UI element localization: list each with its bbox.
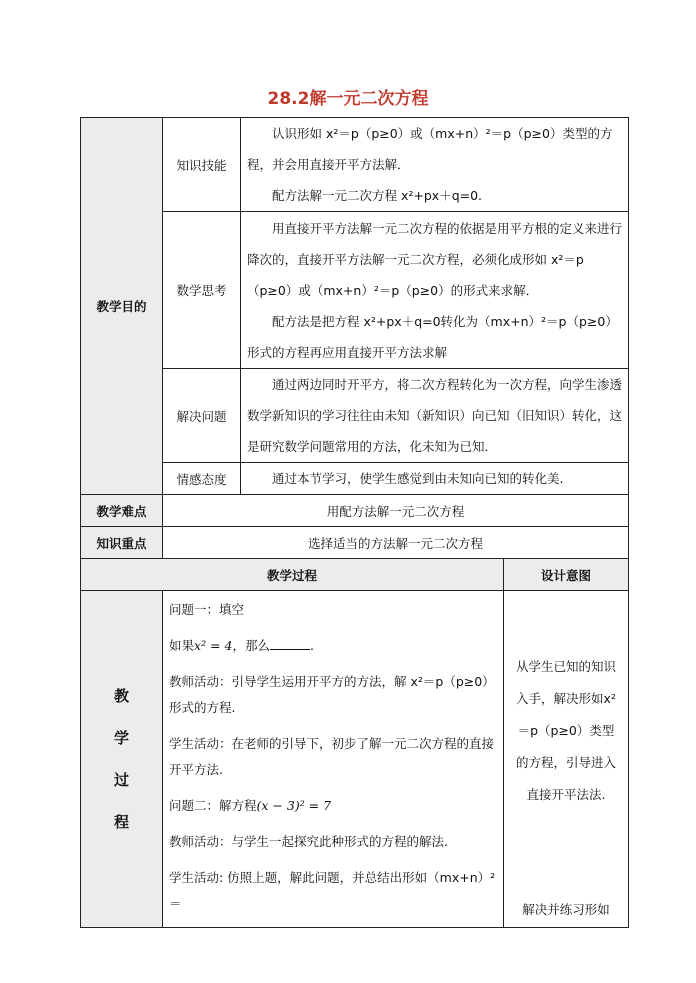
side-char: 教	[113, 687, 129, 705]
objective-label: 情感态度	[163, 463, 241, 495]
objective-label: 解决问题	[163, 369, 241, 463]
page-title: 28.2解一元二次方程	[267, 89, 429, 109]
teacher-activity-1: 教师活动：引导学生运用开平方的方法，解 x²＝p（p≥0）形式的方程.	[169, 674, 495, 715]
difficulty-row	[81, 495, 629, 527]
difficulty-value: 用配方法解一元二次方程	[163, 495, 629, 527]
process-body-row	[81, 591, 629, 928]
process-content	[163, 591, 504, 928]
question-one-body	[169, 633, 497, 659]
objective-row-thinking	[81, 212, 629, 369]
teacher-activity-2: 教师活动：与学生一起探究此种形式的方程的解法.	[169, 834, 448, 849]
side-char: 学	[113, 729, 129, 747]
student-activity-2: 学生活动: 仿照上题，解此问题，并总结出形如（mx+n）²＝	[169, 870, 496, 911]
q1-equation: x² = 4	[194, 638, 233, 653]
design-intent	[504, 591, 629, 928]
objective-content	[241, 118, 629, 212]
design-text: 从学生已知的知识入手，解决形如x²＝p（p≥0）类型的方程，引导进入直接开平法法.	[515, 659, 616, 802]
answer-blank	[270, 637, 310, 650]
question-one-title: 问题一：填空	[169, 602, 245, 617]
key-point-label: 知识重点	[81, 527, 163, 559]
q2-prefix: 问题二：解方程	[169, 798, 257, 813]
difficulty-label: 教学难点	[81, 495, 163, 527]
process-header-row	[81, 559, 629, 591]
objective-line: 认识形如 x²＝p（p≥0）或（mx+n）²＝p（p≥0）类型的方程，并会用直接开平方法解．	[247, 126, 613, 172]
objective-line: 配方法是把方程 x²+px＋q=0转化为（mx+n）²＝p（p≥0）形式的方程再应用直接开平方法求解	[247, 313, 618, 360]
key-point-row	[81, 527, 629, 559]
objective-label: 知识技能	[163, 118, 241, 212]
q1-prefix: 如果	[169, 638, 195, 653]
objectives-category: 教学目的	[81, 118, 163, 495]
objective-label: 数学思考	[163, 212, 241, 369]
objective-content	[241, 369, 629, 463]
process-side-label	[81, 591, 163, 928]
design-text-2: 解决并练习形如	[522, 902, 610, 917]
lesson-plan-table	[80, 117, 629, 928]
objective-line: 用直接开平方法解一元二次方程的依据是用平方根的定义来进行降次的，直接开平方法解一元二次方程，必须化成形如 x²＝p（p≥0）或（mx+n）²＝p（p≥0）的形式来求解．	[247, 220, 623, 298]
q1-suffix: ，那么	[232, 638, 270, 653]
objective-line: 通过两边同时开平方，将二次方程转化为一次方程，向学生渗透数学新知识的学习往往由未知（新知识）向已知（旧知识）转化，这是研究数学问题常用的方法，化未知为已知．	[247, 377, 623, 454]
objective-line: 通过本节学习，使学生感觉到由未知向已知的转化美.	[272, 471, 564, 486]
side-char: 过	[113, 771, 129, 789]
process-header: 教学过程	[81, 559, 504, 591]
q1-end: .	[309, 638, 314, 653]
objective-line: 配方法解一元二次方程 x²+px＋q=0.	[272, 188, 483, 203]
objective-content	[241, 463, 629, 495]
side-char: 程	[113, 813, 129, 831]
objective-row-problem-solving	[81, 369, 629, 463]
question-two	[169, 793, 497, 819]
objective-content	[241, 212, 629, 369]
design-header: 设计意图	[504, 559, 629, 591]
objective-row-knowledge	[81, 118, 629, 212]
objective-row-attitude	[81, 463, 629, 495]
student-activity-1: 学生活动：在老师的引导下，初步了解一元二次方程的直接开平方法.	[169, 736, 495, 777]
key-point-value: 选择适当的方法解一元二次方程	[163, 527, 629, 559]
q2-equation: (x − 3)² = 7	[256, 798, 332, 813]
